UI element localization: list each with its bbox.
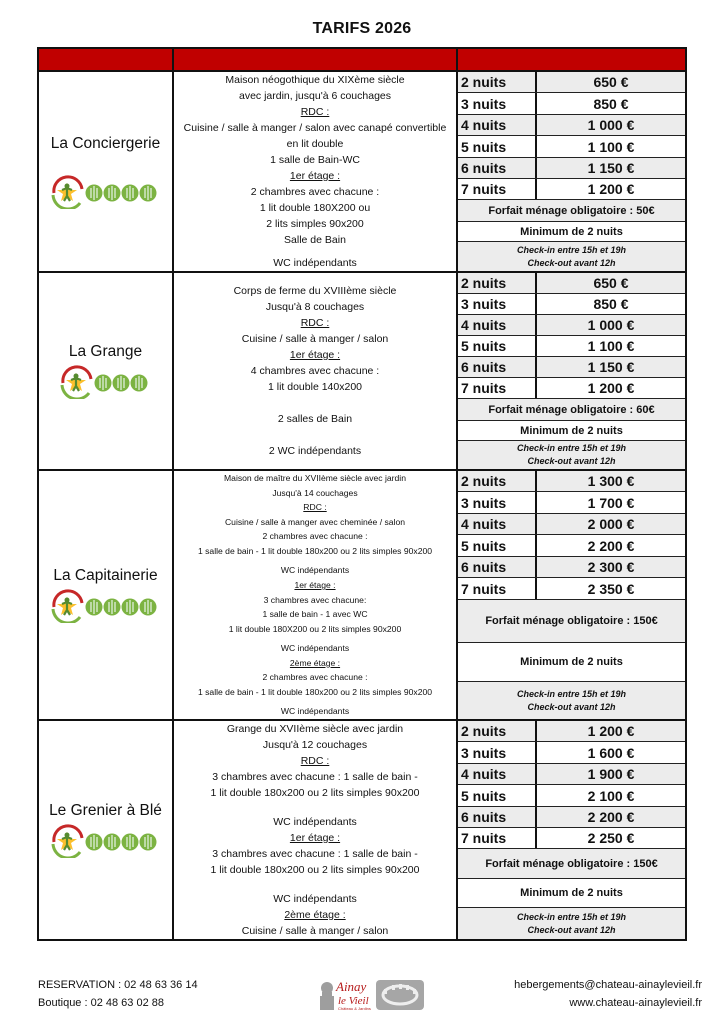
price-row	[458, 115, 685, 136]
price-value: 2 300 €	[587, 559, 635, 575]
price-row	[458, 93, 685, 115]
description-line: WC indépendants	[280, 565, 350, 576]
check-in-time: Check-in entre 15h et 19h	[516, 911, 627, 922]
check-out-time: Check-out avant 12h	[527, 257, 616, 268]
nights-label: 4 nuits	[458, 115, 537, 135]
price-value: 2 100 €	[587, 787, 635, 804]
price-row	[458, 136, 685, 158]
check-in-time: Check-in entre 15h et 19h	[516, 688, 627, 699]
nights-label: 3 nuits	[458, 294, 537, 314]
description-line: 1 salle de bain - 1 lit double 180x200 ou 2 lits simples 90x200	[197, 545, 433, 556]
minimum-stay: Minimum de 2 nuits	[458, 421, 685, 441]
price-value: 1 900 €	[587, 766, 635, 782]
minimum-stay: Minimum de 2 nuits	[458, 643, 685, 682]
cottage-section	[39, 72, 685, 273]
cottage-name-cell	[39, 471, 174, 719]
price-value: 1 150 €	[587, 359, 635, 375]
description-line: WC indépendants	[273, 816, 357, 828]
nights-label: 6 nuits	[458, 557, 537, 577]
price-value: 1 300 €	[587, 473, 635, 489]
minimum-stay: Minimum de 2 nuits	[458, 879, 685, 908]
nights-label: 2 nuits	[458, 471, 537, 491]
check-in-time: Check-in entre 15h et 19h	[516, 244, 627, 255]
cottage-description	[174, 72, 458, 271]
price-column	[458, 471, 685, 719]
floor-heading: 2ème étage :	[289, 657, 341, 668]
description-line: Cuisine / salle à manger / salon avec canapé convertible	[183, 122, 447, 134]
cottage-description	[174, 471, 458, 719]
price-value: 650 €	[593, 275, 629, 291]
price-value: 1 200 €	[587, 380, 635, 396]
description-line: Cuisine / salle à manger avec cheminée / salon	[224, 516, 406, 527]
cottage-name: Le Grenier à Blé	[49, 802, 162, 819]
price-value: 850 €	[593, 296, 629, 312]
price-row	[458, 179, 685, 200]
price-row	[458, 378, 685, 399]
description-line: Jusqu'à 14 couchages	[272, 487, 358, 498]
description-line: Cuisine / salle à manger / salon	[241, 925, 389, 937]
check-in-time: Check-in entre 15h et 19h	[516, 443, 627, 453]
nights-label: 5 nuits	[458, 785, 537, 806]
logo-text-le-vieil: le Vieil	[338, 995, 369, 1007]
price-value: 2 200 €	[587, 537, 635, 554]
description-line: 2 chambres avec chacune :	[250, 186, 380, 198]
floor-heading: 1er étage :	[289, 349, 341, 361]
description-line: Salle de Bain	[284, 234, 346, 246]
nights-label: 3 nuits	[458, 742, 537, 763]
check-out-time: Check-out avant 12h	[527, 924, 616, 935]
cottage-name-cell	[39, 273, 174, 469]
header-cell-name	[39, 49, 174, 70]
price-value: 1 000 €	[587, 117, 635, 133]
floor-heading: 1er étage :	[289, 832, 341, 844]
description-line: avec jardin, jusqu'à 6 couchages	[238, 90, 392, 102]
cottage-section	[39, 273, 685, 471]
price-row	[458, 492, 685, 514]
price-value: 1 200 €	[587, 181, 635, 197]
nights-label: 5 nuits	[458, 336, 537, 356]
description-line: 2 lits simples 90x200	[266, 218, 364, 230]
floor-heading: 1er étage :	[289, 170, 341, 182]
price-value: 2 350 €	[587, 580, 635, 597]
description-line: Grange du XVIIème siècle avec jardin	[226, 723, 404, 735]
gites-de-france-logo-icon	[59, 365, 153, 399]
description-line: 4 chambres avec chacune :	[250, 365, 380, 377]
description-line: Maison de maître du XVIIème siècle avec jardin	[224, 473, 406, 483]
nights-label: 3 nuits	[458, 492, 537, 513]
description-line: WC indépendants	[273, 257, 357, 269]
price-column	[458, 273, 685, 469]
check-out-time: Check-out avant 12h	[527, 701, 616, 712]
nights-label: 2 nuits	[458, 721, 537, 741]
description-line: 1 lit double 180X200 ou	[259, 202, 371, 214]
description-line: Jusqu'à 12 couchages	[262, 739, 368, 751]
floor-heading: 2ème étage :	[284, 909, 346, 921]
check-times	[458, 682, 685, 719]
price-value: 1 150 €	[587, 160, 635, 176]
price-value: 2 000 €	[587, 516, 635, 532]
footer-contact	[38, 976, 198, 1012]
price-column	[458, 72, 685, 271]
nights-label: 6 nuits	[458, 158, 537, 178]
cleaning-fee: Forfait ménage obligatoire : 150€	[458, 849, 685, 879]
description-line: Corps de ferme du XVIIIème siècle	[233, 285, 397, 297]
cottage-description	[174, 273, 458, 469]
price-row	[458, 336, 685, 357]
price-row	[458, 315, 685, 336]
gites-de-france-logo-icon	[50, 175, 162, 209]
description-line: 3 chambres avec chacune : 1 salle de bain -	[212, 848, 418, 860]
price-row	[458, 535, 685, 557]
nights-label: 7 nuits	[458, 578, 537, 599]
description-line: Maison néogothique du XIXème siècle	[225, 74, 405, 86]
table-header-row	[39, 49, 685, 72]
check-out-time: Check-out avant 12h	[527, 456, 616, 466]
cleaning-fee: Forfait ménage obligatoire : 50€	[458, 200, 685, 222]
logo-text-ainay: Ainay	[336, 979, 367, 994]
price-row	[458, 742, 685, 764]
nights-label: 6 nuits	[458, 807, 537, 827]
price-row	[458, 72, 685, 93]
price-value: 1 600 €	[587, 744, 635, 761]
price-value: 2 200 €	[587, 809, 635, 825]
description-line: 1 lit double 180x200 ou 2 lits simples 90x200	[210, 864, 420, 876]
minimum-stay: Minimum de 2 nuits	[458, 222, 685, 242]
nights-label: 2 nuits	[458, 273, 537, 293]
nights-label: 7 nuits	[458, 179, 537, 199]
check-times	[458, 908, 685, 939]
price-row	[458, 471, 685, 492]
nights-label: 5 nuits	[458, 535, 537, 556]
cottage-section	[39, 471, 685, 721]
price-value: 850 €	[593, 95, 629, 112]
price-value: 1 200 €	[587, 723, 635, 739]
floor-heading: RDC :	[303, 502, 327, 513]
gites-de-france-logo-icon	[50, 589, 162, 623]
header-cell-prices	[458, 49, 685, 70]
logo-subtext: Château & Jardins	[338, 1006, 371, 1011]
price-value: 2 250 €	[587, 830, 635, 846]
price-row	[458, 294, 685, 315]
page-title: TARIFS 2026	[312, 20, 412, 37]
cottage-description	[174, 721, 458, 939]
cleaning-fee: Forfait ménage obligatoire : 60€	[458, 399, 685, 421]
price-value: 1 100 €	[587, 138, 635, 155]
description-line: 2 WC indépendants	[268, 445, 362, 457]
description-line: 1 salle de bain - 1 lit double 180x200 ou 2 lits simples 90x200	[197, 686, 433, 697]
description-line: WC indépendants	[273, 893, 357, 905]
price-row	[458, 557, 685, 578]
price-value: 1 700 €	[587, 494, 635, 511]
nights-label: 6 nuits	[458, 357, 537, 377]
description-line: 1 lit double 140x200	[268, 381, 362, 393]
description-line: 2 salles de Bain	[277, 413, 353, 425]
price-value: 650 €	[593, 74, 629, 90]
cottage-name-cell	[39, 72, 174, 271]
nights-label: 4 nuits	[458, 315, 537, 335]
nights-label: 4 nuits	[458, 764, 537, 784]
description-line: Cuisine / salle à manger / salon	[241, 333, 389, 345]
cottage-name: La Grange	[68, 343, 143, 360]
description-line: 1 salle de bain - 1 avec WC	[262, 609, 368, 620]
header-cell-description	[174, 49, 458, 70]
floor-heading: 1er étage :	[294, 579, 336, 590]
description-line: 2 chambres avec chacune :	[262, 672, 368, 683]
description-line: 1 lit double 180x200 ou 2 lits simples 90x200	[210, 787, 420, 799]
price-row	[458, 357, 685, 378]
nights-label: 7 nuits	[458, 828, 537, 848]
price-value: 1 100 €	[587, 338, 635, 354]
description-line: WC indépendants	[280, 643, 350, 654]
price-column	[458, 721, 685, 939]
floor-heading: RDC :	[300, 755, 330, 767]
price-value: 1 000 €	[587, 317, 635, 333]
price-row	[458, 721, 685, 742]
floor-heading: RDC :	[300, 106, 330, 118]
nights-label: 4 nuits	[458, 514, 537, 534]
footer-online	[514, 976, 702, 1012]
cottage-name: La Conciergerie	[50, 134, 161, 152]
chateau-ainay-le-vieil-logo-icon	[318, 976, 426, 1012]
price-row	[458, 807, 685, 828]
floor-heading: RDC :	[300, 317, 330, 329]
email-link[interactable]: hebergements@chateau-ainaylevieil.fr	[514, 979, 702, 991]
price-row	[458, 578, 685, 600]
cleaning-fee: Forfait ménage obligatoire : 150€	[458, 600, 685, 643]
tariffs-table	[37, 47, 687, 941]
nights-label: 7 nuits	[458, 378, 537, 398]
price-row	[458, 158, 685, 179]
description-line: 3 chambres avec chacune : 1 salle de bain -	[212, 771, 418, 783]
price-row	[458, 785, 685, 807]
price-row	[458, 764, 685, 785]
check-times	[458, 441, 685, 469]
price-row	[458, 273, 685, 294]
description-line: WC indépendants	[280, 706, 350, 717]
gites-de-france-logo-icon	[50, 824, 162, 858]
nights-label: 5 nuits	[458, 136, 537, 157]
check-times	[458, 242, 685, 271]
cottage-section	[39, 721, 685, 939]
description-line: 3 chambres avec chacune:	[263, 594, 367, 605]
description-line: 1 lit double 180X200 ou 2 lits simples 90x200	[228, 623, 402, 634]
website-link[interactable]: www.chateau-ainaylevieil.fr	[569, 997, 702, 1009]
description-line: 2 chambres avec chacune :	[262, 531, 368, 542]
cottage-name-cell	[39, 721, 174, 939]
nights-label: 2 nuits	[458, 72, 537, 92]
description-line: Jusqu'à 8 couchages	[265, 301, 365, 313]
cottage-name: La Capitainerie	[53, 567, 158, 584]
description-line: 1 salle de Bain-WC	[270, 154, 360, 166]
price-row	[458, 514, 685, 535]
reservation-phone: RESERVATION : 02 48 63 36 14	[38, 979, 198, 991]
price-row	[458, 828, 685, 849]
nights-label: 3 nuits	[458, 93, 537, 114]
description-line: en lit double	[286, 138, 344, 150]
boutique-phone: Boutique : 02 48 63 02 88	[38, 997, 164, 1009]
